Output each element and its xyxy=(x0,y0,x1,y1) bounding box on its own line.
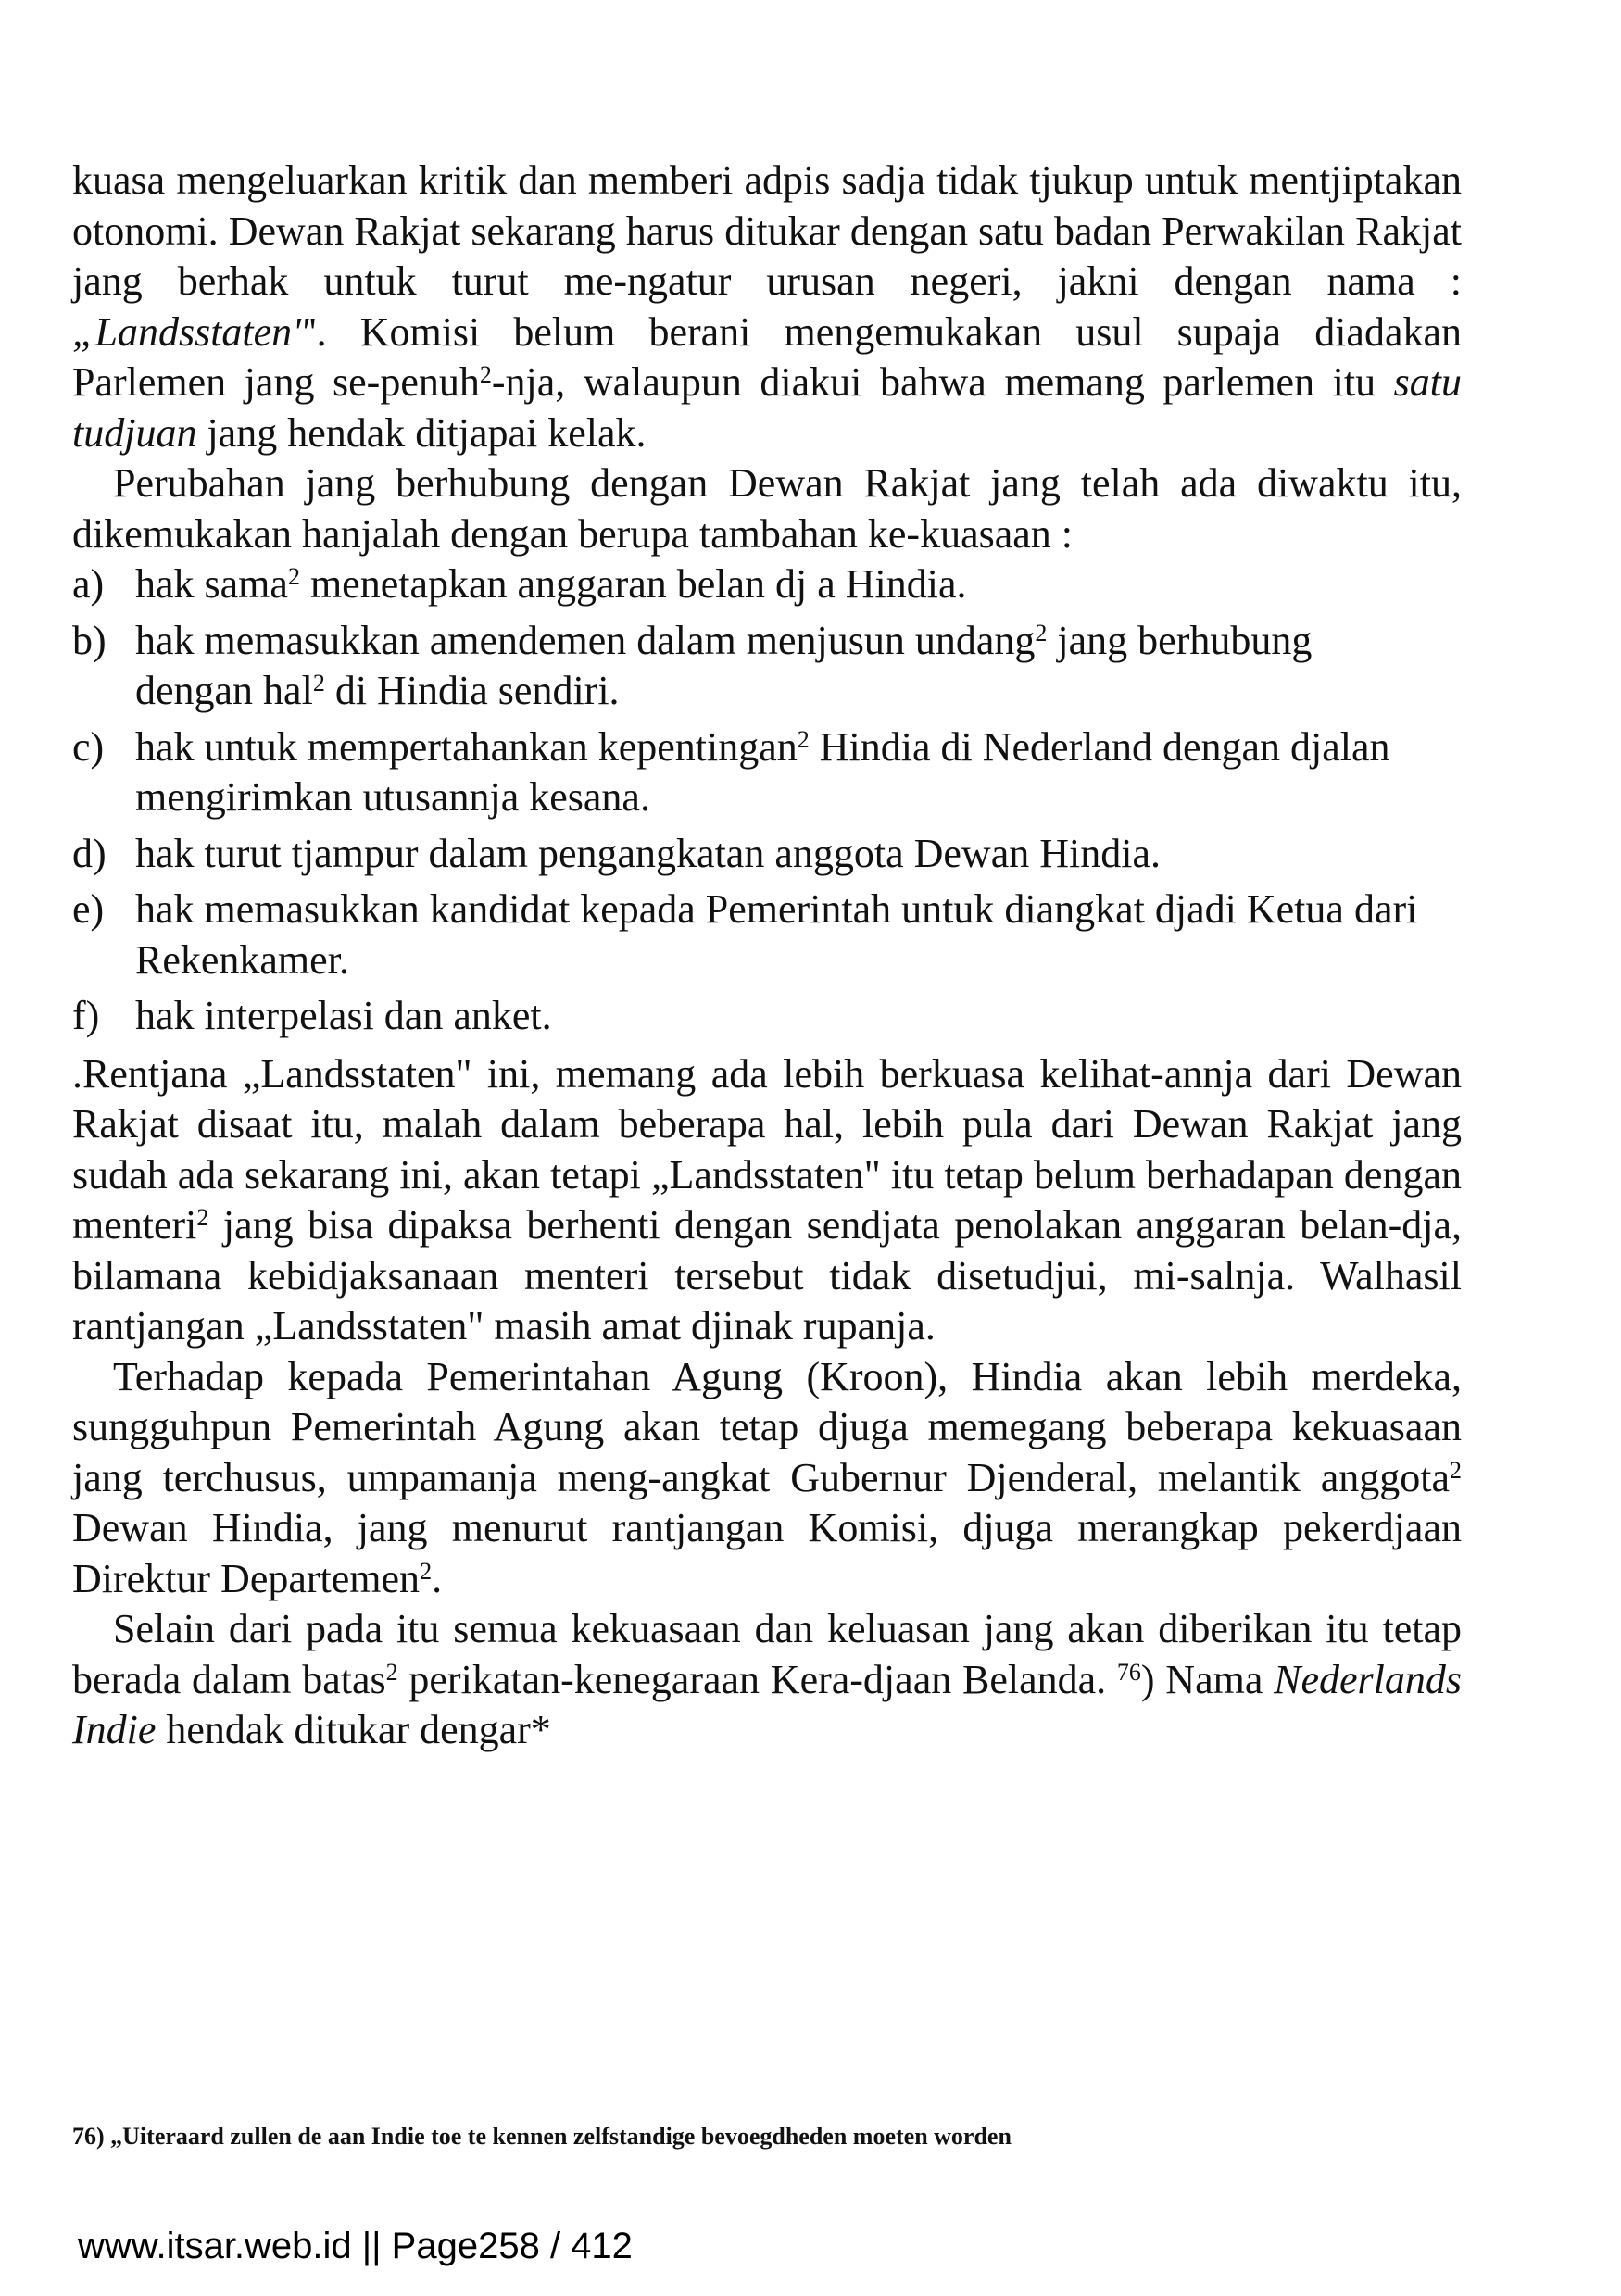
list-item-e xyxy=(72,885,1432,985)
list-item-text: menetapkan anggaran belan dj a Hindia. xyxy=(299,561,967,607)
superscript: 2 xyxy=(420,1557,433,1585)
nederlands-indie-italic: Nederlands Indie xyxy=(72,1656,1462,1752)
landsstaten-italic: „Landsstaten" xyxy=(72,308,309,355)
list-item-text: hak turut tjampur dalam pengangkatan anggota Dewan Hindia. xyxy=(135,830,1161,876)
list-marker: f) xyxy=(72,993,100,1038)
paragraph-4-text-3: . xyxy=(432,1555,443,1601)
list-item-b xyxy=(72,616,1432,717)
list-item-text: hak memasukkan kandidat kepada Pemerintah untuk diangkat djadi Ketua dari Rekenkamer. xyxy=(135,886,1418,983)
superscript: 2 xyxy=(312,670,325,696)
paragraph-3 xyxy=(72,1049,1462,1352)
list-item-text: hak untuk mempertahankan kepentingan xyxy=(135,723,798,770)
list-marker: a) xyxy=(72,561,105,607)
paragraph-5-text-3: ) Nama xyxy=(1140,1656,1275,1702)
satu-tudjuan-italic: satu tudjuan xyxy=(72,359,1462,456)
page-body xyxy=(72,156,1462,1756)
list-item-text: hak sama xyxy=(135,561,288,607)
list-marker: d) xyxy=(72,830,107,876)
paragraph-4 xyxy=(72,1352,1462,1605)
paragraph-1-text-2: '. Komisi belum berani mengemukakan usul supaja diadakan Parlemen jang se-penuh xyxy=(72,308,1462,405)
superscript: 2 xyxy=(479,361,492,388)
list-item-f xyxy=(72,991,1432,1042)
superscript: 2 xyxy=(196,1204,209,1231)
superscript: 2 xyxy=(287,563,300,590)
superscript: 2 xyxy=(1450,1456,1462,1484)
list-item-text: Hindia di Nederland dengan djalan mengirimkan utusannja kesana. xyxy=(135,723,1390,820)
paragraph-3-text-2: jang bisa dipaksa berhenti dengan sendjata penolakan anggaran belan-dja, bilamana kebidjaksanaan menteri tersebut tidak disetudjui, mi-salnja. Walhasil rantjangan „Landsstaten" masih amat djinak rupanja. xyxy=(72,1202,1462,1349)
list-item-c xyxy=(72,722,1432,823)
superscript: 2 xyxy=(1035,619,1048,646)
paragraph-1-text-4: jang hendak ditjapai kelak. xyxy=(196,409,647,456)
list-item-d xyxy=(72,829,1432,880)
paragraph-2: Perubahan jang berhubung dengan Dewan Rakjat jang telah ada diwaktu itu, dikemukakan hanjalah dengan berupa tambahan ke-kuasaan : xyxy=(72,460,1462,557)
footnote-reference: 76 xyxy=(1116,1658,1141,1686)
superscript: 2 xyxy=(385,1658,398,1686)
footnote: 76) „Uiteraard zullen de aan Indie toe te kennen zelfstandige bevoegdheden moeten worden xyxy=(72,2123,1012,2150)
list-marker: c) xyxy=(72,723,105,770)
list-marker: e) xyxy=(72,886,105,932)
paragraph-3-text: .Rentjana „Landsstaten" ini, memang ada lebih berkuasa kelihat-annja dari Dewan Rakjat disaat itu, malah dalam beberapa hal, lebih pula dari Dewan Rakjat jang sudah ada sekarang ini, akan tetapi „Landsstaten" itu tetap belum berhadapan dengan menteri xyxy=(72,1050,1462,1248)
powers-list xyxy=(72,559,1462,1042)
paragraph-5-text-4: hendak ditukar dengar* xyxy=(156,1707,551,1752)
list-item-text: di Hindia sendiri. xyxy=(324,668,620,713)
paragraph-4-text-2: Dewan Hindia, jang menurut rantjangan Komisi, djuga merangkap pekerdjaan Direktur Departemen xyxy=(72,1505,1462,1601)
paragraph-1 xyxy=(72,156,1462,458)
superscript: 2 xyxy=(797,725,810,753)
list-item-text: jang berhubung dengan hal xyxy=(135,617,1313,713)
list-item-a xyxy=(72,559,1432,610)
paragraph-5-text-2: perikatan-kenegaraan Kera-djaan Belanda. xyxy=(397,1656,1117,1702)
paragraph-4-text: Terhadap kepada Pemerintahan Agung (Kroon), Hindia akan lebih merdeka, sungguhpun Pemerintah Agung akan tetap djuga memegang beberapa kekuasaan jang terchusus, umpamanja meng-angkat Gubernur Djenderal, melantik anggota xyxy=(72,1353,1462,1500)
list-marker: b) xyxy=(72,617,107,663)
paragraph-5 xyxy=(72,1604,1462,1756)
page-footer: www.itsar.web.id || Page258 / 412 xyxy=(78,2226,633,2266)
paragraph-5-text: Selain dari pada itu semua kekuasaan dan keluasan jang akan diberikan itu tetap berada dalam batas xyxy=(72,1606,1462,1702)
paragraph-1-text: kuasa mengeluarkan kritik dan memberi adpis sadja tidak tjukup untuk mentjiptakan otonomi. Dewan Rakjat sekarang harus ditukar dengan satu badan Perwakilan Rakjat jang berhak untuk turut me-ngatur urusan negeri, jakni dengan nama : xyxy=(72,157,1462,304)
list-item-text: hak interpelasi dan anket. xyxy=(135,993,552,1038)
list-item-text: hak memasukkan amendemen dalam menjusun undang xyxy=(135,617,1036,663)
paragraph-1-text-3: -nja, walaupun diakui bahwa memang parlemen itu xyxy=(491,359,1394,405)
